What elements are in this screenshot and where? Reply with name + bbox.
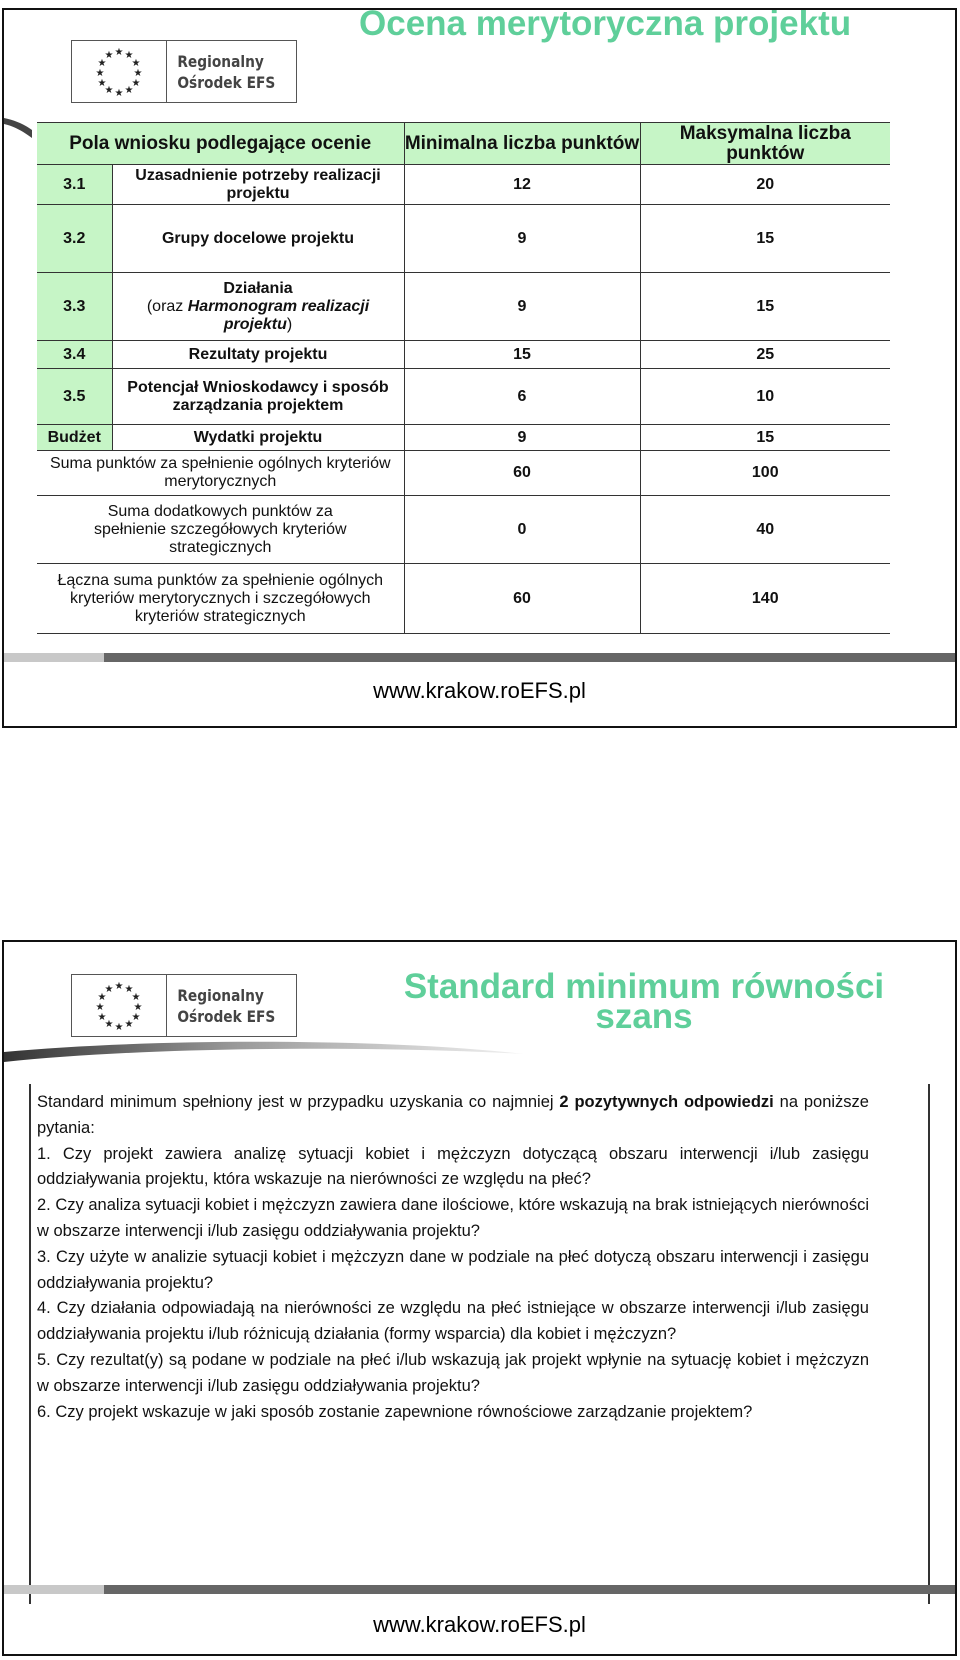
svg-text:★: ★ — [131, 57, 141, 69]
footer-url: www.krakow.roEFS.pl — [373, 678, 586, 703]
intro-paragraph — [37, 1090, 869, 1142]
field-italic: Harmonogram realizacji projektu — [187, 297, 370, 333]
row-number: Budżet — [37, 425, 112, 451]
slide-standard-minimum — [2, 940, 957, 1656]
criteria-text — [37, 1090, 869, 1425]
row-field: Rezultaty projektu — [112, 341, 404, 369]
row-number: 3.1 — [37, 165, 112, 205]
sum-min: 60 — [404, 451, 640, 496]
question-4: 4. Czy działania odpowiadają na nierówności ze względu na płeć istniejące w obszarze interwencji i/lub zasięgu oddziaływania projektu i/lub różnicują działania (formy wsparcia) dla kobiet i mężczyzn? — [37, 1299, 869, 1344]
svg-text:★: ★ — [131, 77, 141, 89]
right-rule — [928, 1084, 930, 1604]
logo-line-1: Regionalny — [177, 985, 264, 1005]
header-min: Minimalna liczba punktów — [404, 123, 640, 165]
left-rule — [29, 1084, 31, 1604]
svg-text:★: ★ — [95, 67, 105, 79]
question-6: 6. Czy projekt wskazuje w jaki sposób zostanie zapewnione równościowe zarządzanie projektem? — [37, 1402, 753, 1421]
svg-text:★: ★ — [114, 1021, 124, 1031]
row-max: 15 — [640, 205, 890, 273]
row-field: Potencjał Wnioskodawcy i sposób zarządzania projektem — [112, 369, 404, 425]
svg-text:★: ★ — [104, 983, 114, 995]
logo-line-1: Regionalny — [177, 51, 264, 71]
slide-ocena-merytoryczna — [2, 8, 957, 728]
eu-stars-icon — [72, 41, 167, 102]
row-number: 3.4 — [37, 341, 112, 369]
row-field: Wydatki projektu — [112, 425, 404, 451]
question-5: 5. Czy rezultat(y) są podane w podziale na płeć i/lub wskazują jak projekt wpłynie na sytuację kobiet i mężczyzn w obszarze interwencji i/lub zasięgu oddziaływania projektu? — [37, 1350, 869, 1395]
row-max: 15 — [640, 425, 890, 451]
footer-bar — [4, 1585, 955, 1594]
sum-row — [37, 451, 890, 496]
row-field: Uzasadnienie potrzeby realizacji projektu — [112, 165, 404, 205]
svg-text:★: ★ — [97, 991, 107, 1003]
header-fields: Pola wniosku podlegające ocenie — [37, 123, 404, 165]
sum-min: 0 — [404, 496, 640, 564]
svg-text:★: ★ — [114, 46, 124, 58]
row-field: Grupy docelowe projektu — [112, 205, 404, 273]
slide-title: Ocena merytoryczna projektu — [359, 8, 852, 43]
header-swoosh — [4, 1040, 955, 1080]
question-2: 2. Czy analiza sytuacji kobiet i mężczyzn zawiera dane ilościowe, które wskazują na brak istniejących nierówności w obszarze interwencji i/lub zasięgu oddziaływania projektu? — [37, 1196, 869, 1240]
row-max: 10 — [640, 369, 890, 425]
row-max: 20 — [640, 165, 890, 205]
sum-min: 60 — [404, 564, 640, 634]
row-max: 25 — [640, 341, 890, 369]
svg-text:★: ★ — [124, 49, 134, 61]
table-header-row — [37, 123, 890, 165]
row-min: 9 — [404, 273, 640, 341]
intro-bold: 2 pozytywnych odpowiedzi — [559, 1093, 774, 1111]
sum-max: 140 — [640, 564, 890, 634]
field-main: Działania — [223, 279, 293, 297]
sum-row — [37, 564, 890, 634]
sum-max: 40 — [640, 496, 890, 564]
table-row — [37, 369, 890, 425]
row-min: 12 — [404, 165, 640, 205]
logo-line-2: Ośrodek EFS — [177, 72, 276, 92]
table-row — [37, 205, 890, 273]
table-row — [37, 341, 890, 369]
svg-text:★: ★ — [124, 983, 134, 995]
slide-title: Standard minimum równości szans — [403, 967, 885, 1036]
svg-text:★: ★ — [104, 1018, 114, 1030]
grading-table — [37, 122, 890, 634]
row-number: 3.3 — [37, 273, 112, 341]
row-min: 9 — [404, 205, 640, 273]
row-min: 15 — [404, 341, 640, 369]
field-paren-open: (oraz — [146, 297, 188, 315]
row-number: 3.2 — [37, 205, 112, 273]
row-number: 3.5 — [37, 369, 112, 425]
question-1: 1. Czy projekt zawiera analizę sytuacji kobiet i mężczyzn dotyczącą obszaru interwencji i/lub zasięgu oddziaływania projektu, która wskazuje na nierówności ze względu na płeć? — [37, 1144, 869, 1189]
sum-label: Suma punktów za spełnienie ogólnych kryteriów merytorycznych — [37, 451, 404, 496]
field-paren-close: ) — [286, 315, 293, 333]
table-row — [37, 273, 890, 341]
footer-url: www.krakow.roEFS.pl — [373, 1612, 586, 1637]
row-field — [112, 273, 404, 341]
logo-line-2: Ośrodek EFS — [177, 1006, 276, 1026]
svg-text:★: ★ — [104, 49, 114, 61]
svg-text:★: ★ — [124, 84, 134, 96]
sum-label: Suma dodatkowych punktów za spełnienie szczegółowych kryteriów strategicznych — [37, 496, 404, 564]
svg-text:★: ★ — [133, 67, 143, 79]
header-max: Maksymalna liczba punktów — [640, 123, 890, 165]
sum-row — [37, 496, 890, 564]
table-row — [37, 425, 890, 451]
row-min: 6 — [404, 369, 640, 425]
svg-text:★: ★ — [104, 84, 114, 96]
svg-text:★: ★ — [131, 991, 141, 1003]
svg-text:★: ★ — [97, 77, 107, 89]
efs-logo — [71, 974, 297, 1037]
table-row — [37, 165, 890, 205]
svg-text:★: ★ — [133, 1001, 143, 1013]
sum-label: Łączna suma punktów za spełnienie ogólnych kryteriów merytorycznych i szczegółowych kryteriów strategicznych — [37, 564, 404, 634]
intro-text: Standard minimum spełniony jest w przypadku uzyskania co najmniej — [37, 1093, 560, 1111]
intro-text-end: na poniższe pytania: — [37, 1093, 869, 1137]
svg-text:★: ★ — [114, 87, 124, 97]
row-min: 9 — [404, 425, 640, 451]
eu-stars-icon — [72, 975, 167, 1036]
svg-text:★: ★ — [95, 1001, 105, 1013]
efs-logo — [71, 40, 297, 103]
row-max: 15 — [640, 273, 890, 341]
svg-text:★: ★ — [97, 1011, 107, 1023]
svg-text:★: ★ — [131, 1011, 141, 1023]
footer-bar — [4, 653, 955, 662]
question-3: 3. Czy użyte w analizie sytuacji kobiet i mężczyzn dane w podziale na płeć dotyczą obszaru interwencji i zasięgu oddziaływania projektu? — [37, 1247, 869, 1292]
svg-text:★: ★ — [97, 57, 107, 69]
svg-text:★: ★ — [124, 1018, 134, 1030]
sum-max: 100 — [640, 451, 890, 496]
svg-text:★: ★ — [114, 980, 124, 992]
